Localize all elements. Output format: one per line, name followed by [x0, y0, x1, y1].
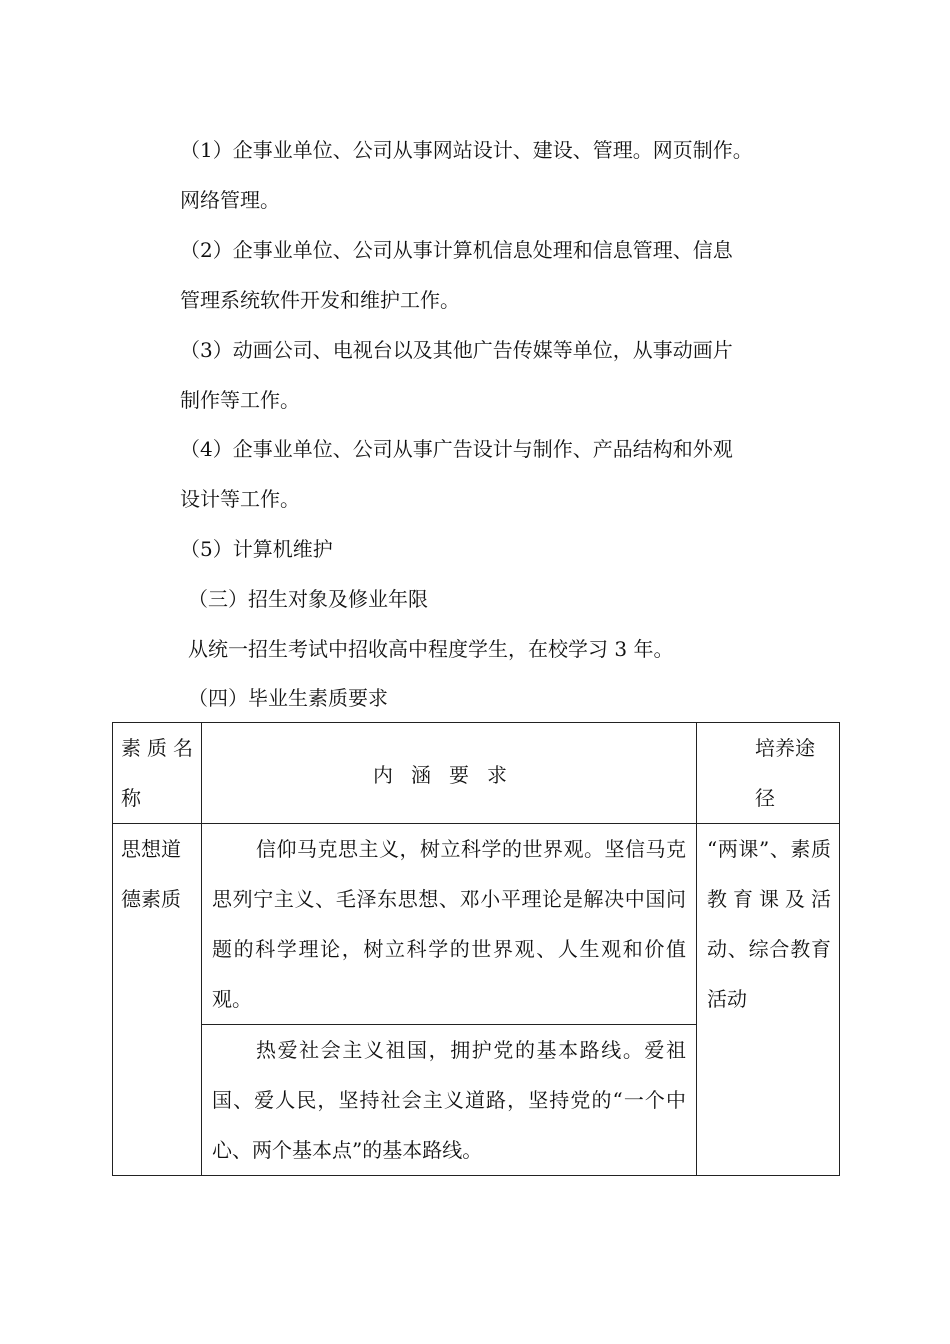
- requirement-cell: [202, 824, 697, 1025]
- paragraph-line: （3）动画公司、电视台以及其他广告传媒等单位，从事动画片: [180, 338, 733, 362]
- header-quality-name-label: 素质名称: [121, 736, 193, 810]
- header-requirement-label: 内涵要求: [373, 762, 525, 787]
- paragraph-line: 管理系统软件开发和维护工作。: [180, 288, 460, 312]
- table-row: [113, 824, 840, 1025]
- quality-name-cell: [113, 824, 202, 1176]
- header-training-path-label: 培养途径: [755, 736, 815, 810]
- header-quality-name: [113, 723, 202, 824]
- training-path-text: “两课”、素质教育课及活动、综合教育活动: [707, 837, 831, 1011]
- paragraph-line: 设计等工作。: [180, 487, 300, 511]
- paragraph-line: （5）计算机维护: [180, 537, 333, 561]
- requirement-text: 热爱社会主义祖国，拥护党的基本路线。爱祖国、爱人民，坚持社会主义道路，坚持党的“一个中心、两个基本点”的基本路线。: [212, 1038, 686, 1162]
- quality-requirements-table: [112, 722, 840, 1176]
- paragraph-line: 从统一招生考试中招收高中程度学生，在校学习 3 年。: [188, 637, 674, 661]
- header-requirement: [202, 723, 697, 824]
- paragraph-line: 制作等工作。: [180, 388, 300, 412]
- requirement-text: 信仰马克思主义，树立科学的世界观。坚信马克思列宁主义、毛泽东思想、邓小平理论是解决中国问题的科学理论，树立科学的世界观、人生观和价值观。: [212, 837, 686, 1011]
- table-header-row: [113, 723, 840, 824]
- requirement-cell: [202, 1025, 697, 1176]
- header-training-path: [697, 723, 840, 824]
- paragraph-line: （2）企事业单位、公司从事计算机信息处理和信息管理、信息: [180, 238, 733, 262]
- section-heading: （四）毕业生素质要求: [188, 686, 388, 710]
- training-path-cell: [697, 824, 840, 1176]
- paragraph-line: （1）企事业单位、公司从事网站设计、建设、管理。网页制作。: [180, 138, 753, 162]
- quality-name: 思想道德素质: [121, 837, 181, 911]
- paragraph-line: （4）企事业单位、公司从事广告设计与制作、产品结构和外观: [180, 437, 733, 461]
- section-heading: （三）招生对象及修业年限: [188, 587, 428, 611]
- paragraph-line: 网络管理。: [180, 188, 280, 212]
